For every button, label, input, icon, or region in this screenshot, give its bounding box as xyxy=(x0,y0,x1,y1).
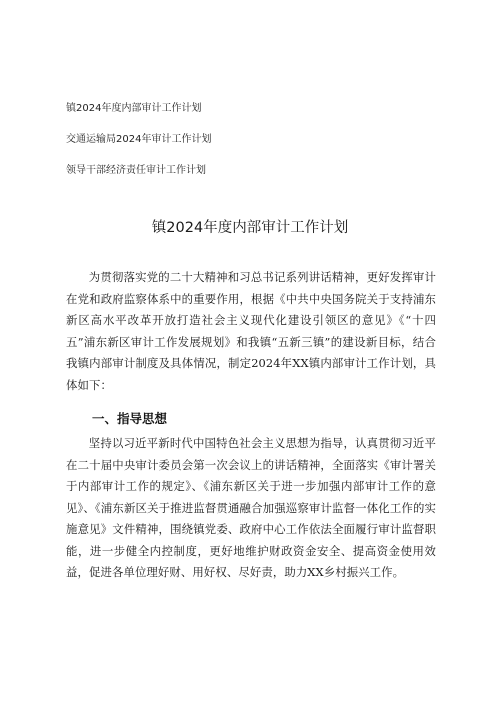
toc-item-transport-audit-plan[interactable]: 交通运输局2024年审计工作计划 xyxy=(66,134,212,145)
intro-paragraph: 为贯彻落实党的二十大精神和习总书记系列讲话精神，更好发挥审计在党和政府监察体系中的重要作用，根据《中共中央国务院关于支持浦东新区高水平改革开放打造社会主义现代化建设引领区的意见》《“十四五”浦东新区审计工作发展规划》和我镇“五新三镇”的建设新目标，结合我镇内部审计制度及具体情况，制定2024年XX镇内部审计工作计划，具体如下： xyxy=(66,270,436,392)
table-of-contents xyxy=(66,102,446,195)
section-heading-guiding-ideology: 一、指导思想 xyxy=(92,411,168,426)
toc-item-leader-responsibility-audit-plan[interactable]: 领导干部经济责任审计工作计划 xyxy=(66,165,206,176)
document-title: 镇2024年度内部审计工作计划 xyxy=(151,220,349,236)
toc-item-town-audit-plan[interactable]: 镇2024年度内部审计工作计划 xyxy=(66,103,202,114)
section-body-guiding-ideology: 坚持以习近平新时代中国特色社会主义思想为指导，认真贯彻习近平在二十届中央审计委员会第一次会议上的讲话精神，全面落实《审计署关于内部审计工作的规定》、《浦东新区关于进一步加强内部审计工作的意见》、《浦东新区关于推进监督贯通融合加强巡察审计监督一体化工作的实施意见》文件精神，围绕镇党委、政府中心工作依法全面履行审计监督职能，进一步健全内控制度，更好地维护财政资金安全、提高资金使用效益，促进各单位理好财、用好权、尽好责，助力XX乡村振兴工作。 xyxy=(66,436,436,579)
